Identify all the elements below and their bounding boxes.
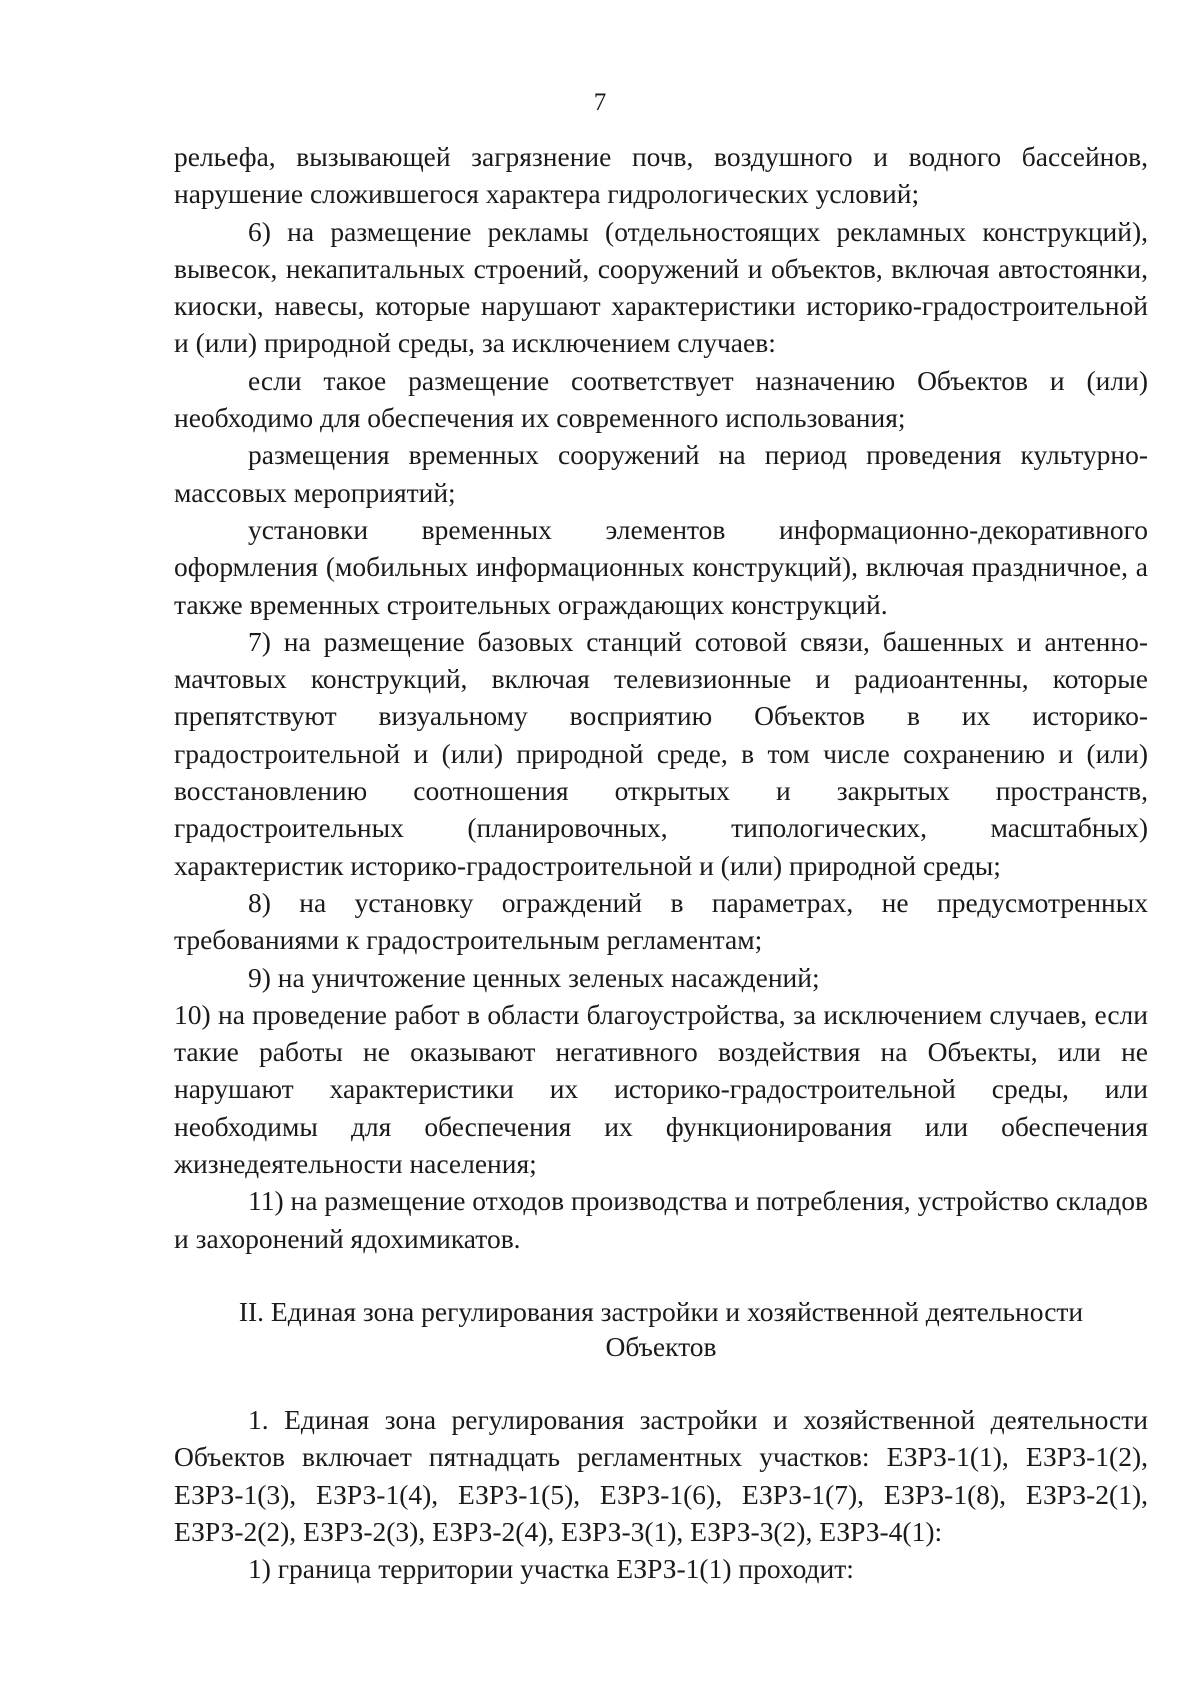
document-body bbox=[174, 138, 1148, 1587]
paragraph: установки временных элементов информационно-декоративного оформления (мобильных информационных конструкций), включая праздничное, а также временных строительных ограждающих конструкций. bbox=[174, 513, 1148, 620]
paragraph: если такое размещение соответствует назначению Объектов и (или) необходимо для обеспечения их современного использования; bbox=[174, 364, 1148, 434]
section-body bbox=[174, 1401, 1148, 1587]
paragraph: 8) на установку ограждений в параметрах, не предусмотренных требованиями к градостроительным регламентам; bbox=[174, 886, 1148, 956]
paragraph: 10) на проведение работ в области благоустройства, за исключением случаев, если такие работы не оказывают негативного воздействия на Объекты, или не нарушают характеристики их историко-градостроительной среды, или необходимы для обеспечения их функционирования или обеспечения жизнедеятельности населения; bbox=[174, 998, 1148, 1180]
paragraph: рельефа, вызывающей загрязнение почв, воздушного и водного бассейнов, нарушение сложившегося характера гидрологических условий; bbox=[174, 141, 1148, 210]
paragraph: 7) на размещение базовых станций сотовой связи, башенных и антенно-мачтовых конструкций, включая телевизионные и радиоантенны, которые препятствуют визуальному восприятию Объектов в их историко-градостроительной и (или) природной среде, в том числе сохранению и (или) восстановлению соотношения открытых и закрытых пространств, градостроительных (планировочных, типологических, масштабных) характеристик историко-градостроительной и (или) природной среды; bbox=[174, 625, 1148, 881]
page-number: 7 bbox=[593, 89, 607, 116]
paragraph: 6) на размещение рекламы (отдельностоящих рекламных конструкций), вывесок, некапитальных строений, сооружений и объектов, включая автостоянки, киоски, навесы, которые нарушают характеристики историко-градостроительной и (или) природной среды, за исключением случаев: bbox=[174, 215, 1148, 359]
paragraph: размещения временных сооружений на период проведения культурно-массовых мероприятий; bbox=[174, 439, 1148, 508]
paragraph: 11) на размещение отходов производства и потребления, устройство складов и захоронений ядохимикатов. bbox=[174, 1185, 1148, 1254]
paragraph: 1) граница территории участка ЕЗРЗ-1(1) проходит: bbox=[248, 1553, 854, 1585]
paragraph: 9) на уничтожение ценных зеленых насаждений; bbox=[248, 961, 820, 993]
section-heading: II. Единая зона регулирования застройки и хозяйственной деятельности Объектов bbox=[238, 1295, 1084, 1362]
restrictions-list bbox=[174, 138, 1148, 1257]
paragraph: 1. Единая зона регулирования застройки и хозяйственной деятельности Объектов включает пятнадцать регламентных участков: ЕЗРЗ-1(1), ЕЗРЗ-1(2), ЕЗРЗ-1(3), ЕЗРЗ-1(4), ЕЗРЗ-1(5), ЕЗРЗ-1(6), ЕЗРЗ-1(7), ЕЗРЗ-1(8), ЕЗРЗ-2(1), ЕЗРЗ-2(2), ЕЗРЗ-2(3), ЕЗРЗ-2(4), ЕЗРЗ-3(1), ЕЗРЗ-3(2), ЕЗРЗ-4(1): bbox=[174, 1403, 1148, 1547]
